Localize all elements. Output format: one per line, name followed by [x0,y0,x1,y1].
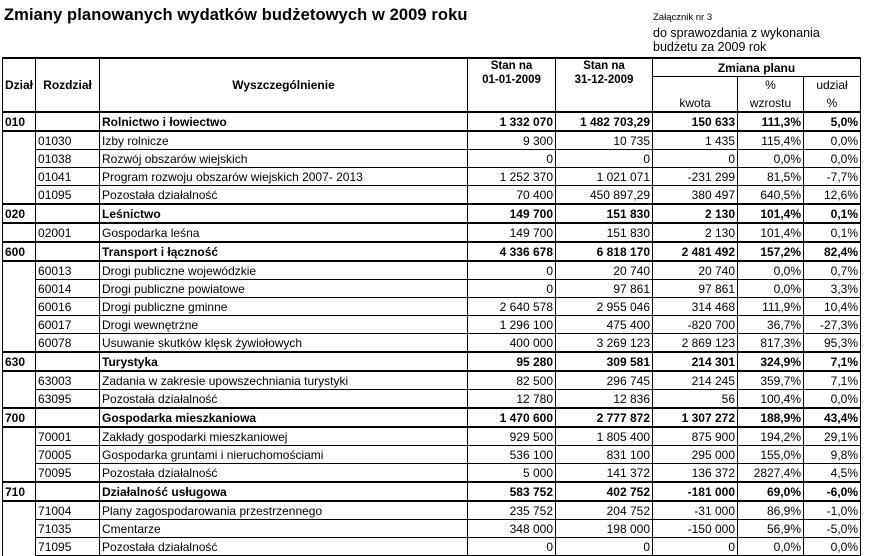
cell-stan-start: 1 252 370 [468,168,556,186]
cell-stan-end: 296 745 [556,371,653,390]
cell-wyszczegolnienie: Rolnictwo i łowiectwo [100,112,468,131]
cell-wyszczegolnienie: Drogi wewnętrzne [100,316,468,334]
cell-rozdzial: 01095 [36,186,100,205]
cell-wzrost: 188,9% [738,408,804,427]
cell-stan-start: 5 000 [468,464,556,483]
header-kwota: kwota [653,77,738,113]
cell-rozdzial: 02001 [36,223,100,242]
cell-wzrost: 111,3% [738,112,804,131]
cell-udzial: 0,7% [804,261,861,280]
cell-kwota: 0 [653,150,738,168]
cell-rozdzial: 01030 [36,131,100,150]
cell-stan-end: 1 021 071 [556,168,653,186]
cell-rozdzial: 71004 [36,501,100,520]
cell-stan-start: 929 500 [468,427,556,446]
cell-rozdzial [36,482,100,501]
cell-stan-end: 151 830 [556,223,653,242]
cell-wzrost: 324,9% [738,352,804,371]
cell-wyszczegolnienie: Gospodarka leśna [100,223,468,242]
cell-dzial: 710 [3,482,36,501]
cell-stan-end: 1 482 703,29 [556,112,653,131]
cell-stan-end: 0 [556,150,653,168]
cell-stan-start: 9 300 [468,131,556,150]
cell-dzial [3,520,36,538]
cell-wyszczegolnienie: Transport i łączność [100,242,468,261]
cell-udzial: 0,1% [804,223,861,242]
cell-wzrost: 115,4% [738,131,804,150]
cell-kwota: 295 000 [653,446,738,464]
cell-stan-end: 1 805 400 [556,427,653,446]
table-row [3,150,861,168]
cell-rozdzial: 71035 [36,520,100,538]
cell-wzrost: 155,0% [738,446,804,464]
header-stan-end [556,58,653,112]
header-zmiana-planu: Zmiana planu [653,58,861,77]
cell-dzial [3,280,36,298]
cell-udzial: 12,6% [804,186,861,205]
cell-kwota: 2 130 [653,223,738,242]
table-row-dzial [3,112,861,131]
cell-dzial: 700 [3,408,36,427]
cell-wyszczegolnienie: Program rozwoju obszarów wiejskich 2007- 2013 [100,168,468,186]
cell-dzial [3,371,36,390]
header-wzrost-line2: wzrostu [738,94,804,112]
cell-wyszczegolnienie: Gospodarka gruntami i nieruchomościami [100,446,468,464]
cell-wzrost: 56,9% [738,520,804,538]
attachment-description-line2: budżetu za 2009 rok [653,40,767,54]
header-stan-start [468,58,556,112]
cell-kwota: 875 900 [653,427,738,446]
cell-kwota: -31 000 [653,501,738,520]
cell-udzial: 7,1% [804,352,861,371]
table-row [3,427,861,446]
cell-kwota: -181 000 [653,482,738,501]
cell-wzrost: 157,2% [738,242,804,261]
cell-wyszczegolnienie: Drogi publiczne gminne [100,298,468,316]
cell-udzial: 7,1% [804,371,861,390]
table-row [3,520,861,538]
cell-wzrost: 36,7% [738,316,804,334]
cell-rozdzial: 71095 [36,538,100,556]
cell-kwota: -231 299 [653,168,738,186]
table-row [3,298,861,316]
cell-stan-end: 2 777 872 [556,408,653,427]
cell-stan-start: 536 100 [468,446,556,464]
cell-kwota: 97 861 [653,280,738,298]
cell-stan-end: 198 000 [556,520,653,538]
cell-rozdzial: 70095 [36,464,100,483]
cell-udzial: -27,3% [804,316,861,334]
cell-dzial: 630 [3,352,36,371]
cell-wyszczegolnienie: Leśnictwo [100,204,468,223]
cell-rozdzial: 60078 [36,334,100,353]
cell-dzial [3,464,36,483]
cell-dzial: 600 [3,242,36,261]
cell-rozdzial [36,352,100,371]
table-row [3,390,861,409]
cell-wzrost: 0,0% [738,538,804,556]
table-row [3,223,861,242]
cell-kwota: -820 700 [653,316,738,334]
header-wzrost-line1: % [738,77,804,95]
cell-dzial [3,150,36,168]
header-udzial-line2: % [804,94,861,112]
cell-dzial [3,298,36,316]
header-rozdzial: Rozdział [36,58,100,112]
cell-rozdzial: 60016 [36,298,100,316]
cell-stan-end: 6 818 170 [556,242,653,261]
cell-kwota: 1 435 [653,131,738,150]
cell-wzrost: 0,0% [738,150,804,168]
cell-rozdzial: 01041 [36,168,100,186]
cell-udzial: 0,0% [804,538,861,556]
cell-wyszczegolnienie: Pozostała działalność [100,390,468,409]
cell-dzial [3,131,36,150]
table-row-dzial [3,204,861,223]
cell-rozdzial: 60014 [36,280,100,298]
cell-stan-start: 70 400 [468,186,556,205]
cell-wyszczegolnienie: Usuwanie skutków klęsk żywiołowych [100,334,468,353]
cell-stan-end: 3 269 123 [556,334,653,353]
cell-kwota: 214 301 [653,352,738,371]
cell-stan-start: 2 640 578 [468,298,556,316]
cell-wyszczegolnienie: Drogi publiczne powiatowe [100,280,468,298]
cell-rozdzial [36,112,100,131]
cell-udzial: 10,4% [804,298,861,316]
cell-stan-end: 0 [556,538,653,556]
cell-dzial [3,334,36,353]
cell-wzrost: 2827,4% [738,464,804,483]
cell-stan-start: 583 752 [468,482,556,501]
cell-dzial: 010 [3,112,36,131]
cell-wyszczegolnienie: Działalność usługowa [100,482,468,501]
header-wyszczegolnienie: Wyszczególnienie [100,58,468,112]
cell-rozdzial: 70001 [36,427,100,446]
cell-dzial [3,316,36,334]
cell-rozdzial [36,204,100,223]
cell-wzrost: 86,9% [738,501,804,520]
table-row [3,280,861,298]
cell-stan-start: 149 700 [468,204,556,223]
cell-wyszczegolnienie: Turystyka [100,352,468,371]
cell-rozdzial: 60013 [36,261,100,280]
cell-wyszczegolnienie: Plany zagospodarowania przestrzennego [100,501,468,520]
cell-rozdzial: 60017 [36,316,100,334]
budget-table [2,57,861,556]
cell-wyszczegolnienie: Drogi publiczne wojewódzkie [100,261,468,280]
cell-udzial: 43,4% [804,408,861,427]
attachment-label: Załącznik nr 3 [653,12,713,23]
cell-udzial: 0,0% [804,390,861,409]
cell-kwota: 314 468 [653,298,738,316]
cell-dzial [3,186,36,205]
cell-wzrost: 101,4% [738,223,804,242]
attachment-description-line1: do sprawozdania z wykonania [653,26,820,40]
cell-wzrost: 111,9% [738,298,804,316]
cell-stan-start: 4 336 678 [468,242,556,261]
cell-wyszczegolnienie: Gospodarka mieszkaniowa [100,408,468,427]
cell-udzial: 0,0% [804,150,861,168]
table-row [3,186,861,205]
cell-stan-start: 0 [468,280,556,298]
cell-kwota: 2 869 123 [653,334,738,353]
cell-kwota: 136 372 [653,464,738,483]
cell-kwota: 56 [653,390,738,409]
cell-wyszczegolnienie: Pozostała działalność [100,186,468,205]
cell-wyszczegolnienie: Izby rolnicze [100,131,468,150]
cell-wzrost: 0,0% [738,280,804,298]
header-stan-start-line1: Stan na [490,60,533,72]
cell-stan-start: 149 700 [468,223,556,242]
cell-stan-end: 2 955 046 [556,298,653,316]
cell-wzrost: 359,7% [738,371,804,390]
table-row-dzial [3,352,861,371]
cell-stan-start: 12 780 [468,390,556,409]
cell-rozdzial: 63003 [36,371,100,390]
cell-kwota: 1 307 272 [653,408,738,427]
table-row [3,131,861,150]
cell-stan-end: 309 581 [556,352,653,371]
cell-dzial [3,390,36,409]
cell-kwota: 150 633 [653,112,738,131]
cell-dzial: 020 [3,204,36,223]
cell-udzial: 0,1% [804,204,861,223]
cell-udzial: 4,5% [804,464,861,483]
table-row [3,501,861,520]
cell-wyszczegolnienie: Pozostała działalność [100,464,468,483]
cell-stan-end: 475 400 [556,316,653,334]
cell-kwota: 0 [653,538,738,556]
cell-wzrost: 817,3% [738,334,804,353]
cell-dzial [3,261,36,280]
table-row [3,261,861,280]
cell-dzial [3,446,36,464]
cell-kwota: -150 000 [653,520,738,538]
table-row [3,316,861,334]
cell-rozdzial: 01038 [36,150,100,168]
cell-udzial: 95,3% [804,334,861,353]
cell-rozdzial [36,408,100,427]
table-row [3,168,861,186]
cell-wzrost: 81,5% [738,168,804,186]
cell-udzial: -1,0% [804,501,861,520]
header-udzial-line1: udział [804,77,861,95]
cell-udzial: 3,3% [804,280,861,298]
cell-stan-start: 0 [468,150,556,168]
cell-stan-start: 0 [468,538,556,556]
cell-stan-start: 1 470 600 [468,408,556,427]
cell-udzial: -7,7% [804,168,861,186]
cell-dzial [3,427,36,446]
cell-stan-end: 402 752 [556,482,653,501]
cell-udzial: -5,0% [804,520,861,538]
cell-stan-end: 10 735 [556,131,653,150]
cell-rozdzial: 63095 [36,390,100,409]
cell-kwota: 20 740 [653,261,738,280]
cell-wyszczegolnienie: Cmentarze [100,520,468,538]
cell-stan-end: 12 836 [556,390,653,409]
cell-stan-start: 1 296 100 [468,316,556,334]
header-stan-end-line1: Stan na [583,60,625,72]
cell-dzial [3,538,36,556]
table-row-dzial [3,242,861,261]
cell-wzrost: 69,0% [738,482,804,501]
table-row [3,334,861,353]
cell-wzrost: 0,0% [738,261,804,280]
cell-stan-end: 450 897,29 [556,186,653,205]
cell-udzial: 5,0% [804,112,861,131]
cell-wzrost: 101,4% [738,204,804,223]
cell-udzial: -6,0% [804,482,861,501]
cell-stan-end: 151 830 [556,204,653,223]
cell-dzial [3,168,36,186]
table-row [3,464,861,483]
cell-udzial: 0,0% [804,131,861,150]
table-row [3,538,861,556]
cell-rozdzial [36,242,100,261]
cell-wzrost: 194,2% [738,427,804,446]
cell-stan-start: 235 752 [468,501,556,520]
cell-kwota: 2 130 [653,204,738,223]
header-stan-end-line2: 31-12-2009 [574,74,634,86]
cell-stan-start: 400 000 [468,334,556,353]
cell-udzial: 29,1% [804,427,861,446]
cell-wyszczegolnienie: Rozwój obszarów wiejskich [100,150,468,168]
cell-stan-start: 348 000 [468,520,556,538]
cell-rozdzial: 70005 [36,446,100,464]
cell-wzrost: 640,5% [738,186,804,205]
cell-kwota: 214 245 [653,371,738,390]
cell-stan-end: 204 752 [556,501,653,520]
cell-stan-start: 0 [468,261,556,280]
cell-udzial: 9,8% [804,446,861,464]
cell-stan-end: 141 372 [556,464,653,483]
cell-stan-start: 1 332 070 [468,112,556,131]
cell-dzial [3,223,36,242]
cell-stan-end: 831 100 [556,446,653,464]
cell-udzial: 82,4% [804,242,861,261]
header-stan-start-line2: 01-01-2009 [482,74,541,86]
table-row [3,371,861,390]
cell-stan-start: 95 280 [468,352,556,371]
header-dzial: Dział [3,58,36,112]
table-body [3,112,861,556]
cell-kwota: 2 481 492 [653,242,738,261]
cell-stan-end: 20 740 [556,261,653,280]
cell-wyszczegolnienie: Pozostała działalność [100,538,468,556]
cell-kwota: 380 497 [653,186,738,205]
table-row-dzial [3,408,861,427]
document-title: Zmiany planowanych wydatków budżetowych w 2009 roku [4,6,468,24]
cell-stan-start: 82 500 [468,371,556,390]
table-row-dzial [3,482,861,501]
cell-wyszczegolnienie: Zadania w zakresie upowszechniania turystyki [100,371,468,390]
cell-wyszczegolnienie: Zakłady gospodarki mieszkaniowej [100,427,468,446]
cell-stan-end: 97 861 [556,280,653,298]
cell-dzial [3,501,36,520]
cell-wzrost: 100,4% [738,390,804,409]
table-row [3,446,861,464]
